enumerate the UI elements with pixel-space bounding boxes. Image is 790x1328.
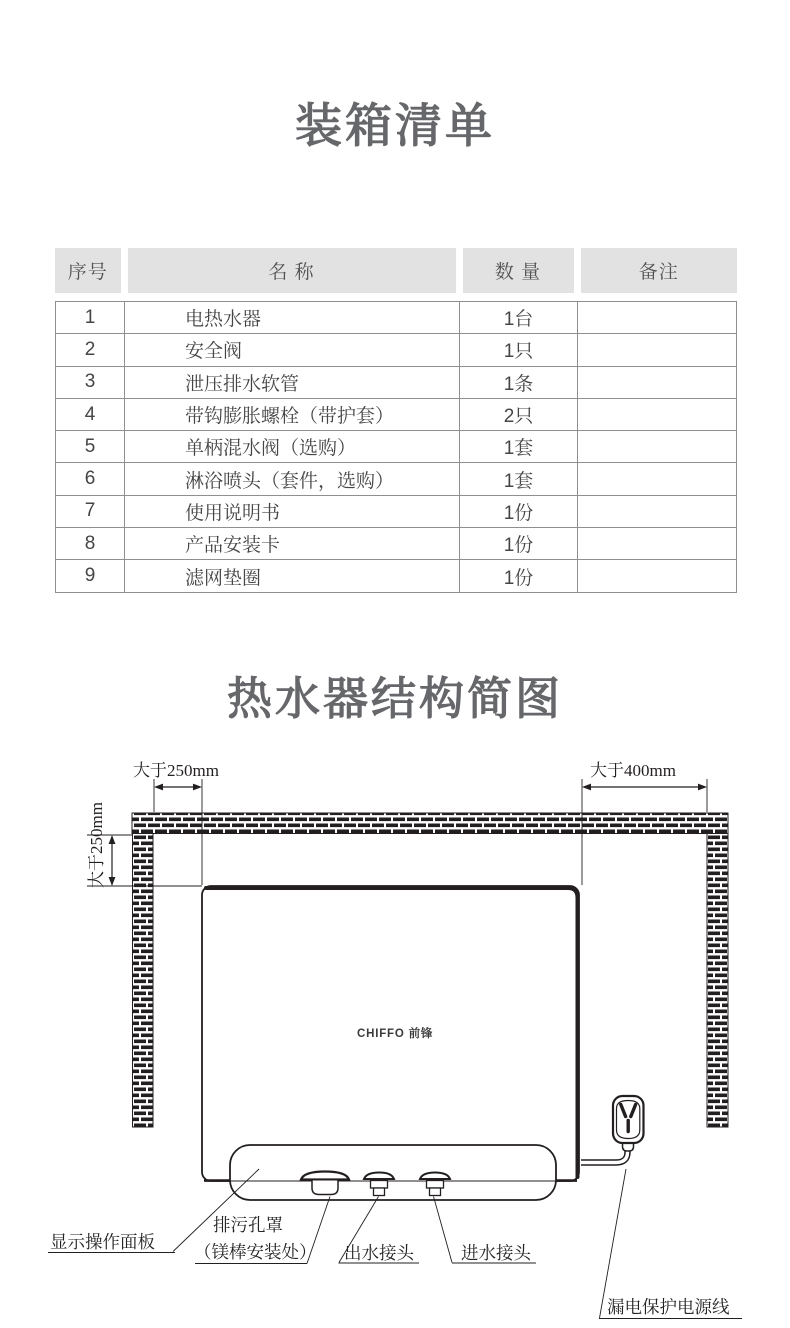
packing-list-title: 装箱清单 — [295, 99, 495, 152]
cell-name: 滤网垫圈 — [125, 560, 460, 591]
cell-qty: 1只 — [460, 334, 578, 365]
label-hot-water-outlet: 出水接头 — [344, 1243, 414, 1263]
ceiling-brick-band — [132, 813, 728, 834]
left-wall-brick — [133, 834, 154, 1128]
cell-name: 电热水器 — [125, 302, 460, 333]
cell-qty: 1份 — [460, 560, 578, 591]
cell-qty: 1条 — [460, 367, 578, 398]
cell-qty: 1台 — [460, 302, 578, 333]
table-row — [56, 559, 736, 591]
cell-no: 2 — [56, 334, 125, 365]
label-power-cord: 漏电保护电源线 — [607, 1297, 730, 1317]
cell-no: 8 — [56, 528, 125, 559]
right-wall-brick — [707, 834, 728, 1128]
cell-name: 使用说明书 — [125, 496, 460, 527]
structure-diagram — [0, 745, 790, 1328]
cell-qty: 1套 — [460, 463, 578, 494]
cell-name: 泄压排水软管 — [125, 367, 460, 398]
table-header-row — [55, 248, 737, 293]
power-plug — [613, 1096, 644, 1151]
water-heater-body — [202, 886, 579, 1181]
packing-list-table — [55, 248, 737, 593]
structure-diagram-title: 热水器结构简图 — [226, 673, 563, 724]
cell-remark — [578, 334, 738, 365]
table-row — [56, 333, 736, 365]
cell-no: 7 — [56, 496, 125, 527]
cell-remark — [578, 367, 738, 398]
cell-qty: 1套 — [460, 431, 578, 462]
table-row — [56, 302, 736, 333]
label-drain-cover-line2: （镁棒安装处） — [194, 1242, 317, 1262]
cell-no: 3 — [56, 367, 125, 398]
table-body — [55, 301, 737, 593]
cell-remark — [578, 496, 738, 527]
power-cord — [581, 1150, 628, 1163]
table-row — [56, 462, 736, 494]
table-row — [56, 495, 736, 527]
cell-no: 9 — [56, 560, 125, 591]
brand-logo: CHIFFO 前锋 — [357, 1028, 434, 1040]
table-row — [56, 398, 736, 430]
dim-label-top-right: 大于400mm — [590, 761, 676, 780]
cell-qty: 2只 — [460, 399, 578, 430]
cell-name: 安全阀 — [125, 334, 460, 365]
header-name: 名 称 — [128, 248, 456, 293]
cell-remark — [578, 399, 738, 430]
cell-name: 产品安装卡 — [125, 528, 460, 559]
label-display-panel: 显示操作面板 — [50, 1232, 155, 1252]
cell-no: 4 — [56, 399, 125, 430]
dim-label-left-vertical: 大于250mm — [87, 802, 106, 888]
table-row — [56, 527, 736, 559]
bottom-tray — [230, 1145, 556, 1200]
header-remark: 备注 — [581, 248, 738, 293]
cell-remark — [578, 528, 738, 559]
cell-no: 1 — [56, 302, 125, 333]
cell-remark — [578, 463, 738, 494]
cell-no: 5 — [56, 431, 125, 462]
dim-label-top-left: 大于250mm — [133, 761, 219, 780]
label-cold-water-inlet: 进水接头 — [461, 1243, 531, 1263]
cell-no: 6 — [56, 463, 125, 494]
table-row — [56, 430, 736, 462]
cell-remark — [578, 431, 738, 462]
label-drain-cover-line1: 排污孔罩 — [213, 1215, 283, 1235]
cell-name: 淋浴喷头（套件，选购） — [125, 463, 460, 494]
cell-qty: 1份 — [460, 528, 578, 559]
cell-remark — [578, 302, 738, 333]
cell-remark — [578, 560, 738, 591]
table-row — [56, 366, 736, 398]
cell-name: 单柄混水阀（选购） — [125, 431, 460, 462]
header-qty: 数 量 — [463, 248, 574, 293]
cell-name: 带钩膨胀螺栓（带护套） — [125, 399, 460, 430]
header-no: 序号 — [55, 248, 121, 293]
cell-qty: 1份 — [460, 496, 578, 527]
